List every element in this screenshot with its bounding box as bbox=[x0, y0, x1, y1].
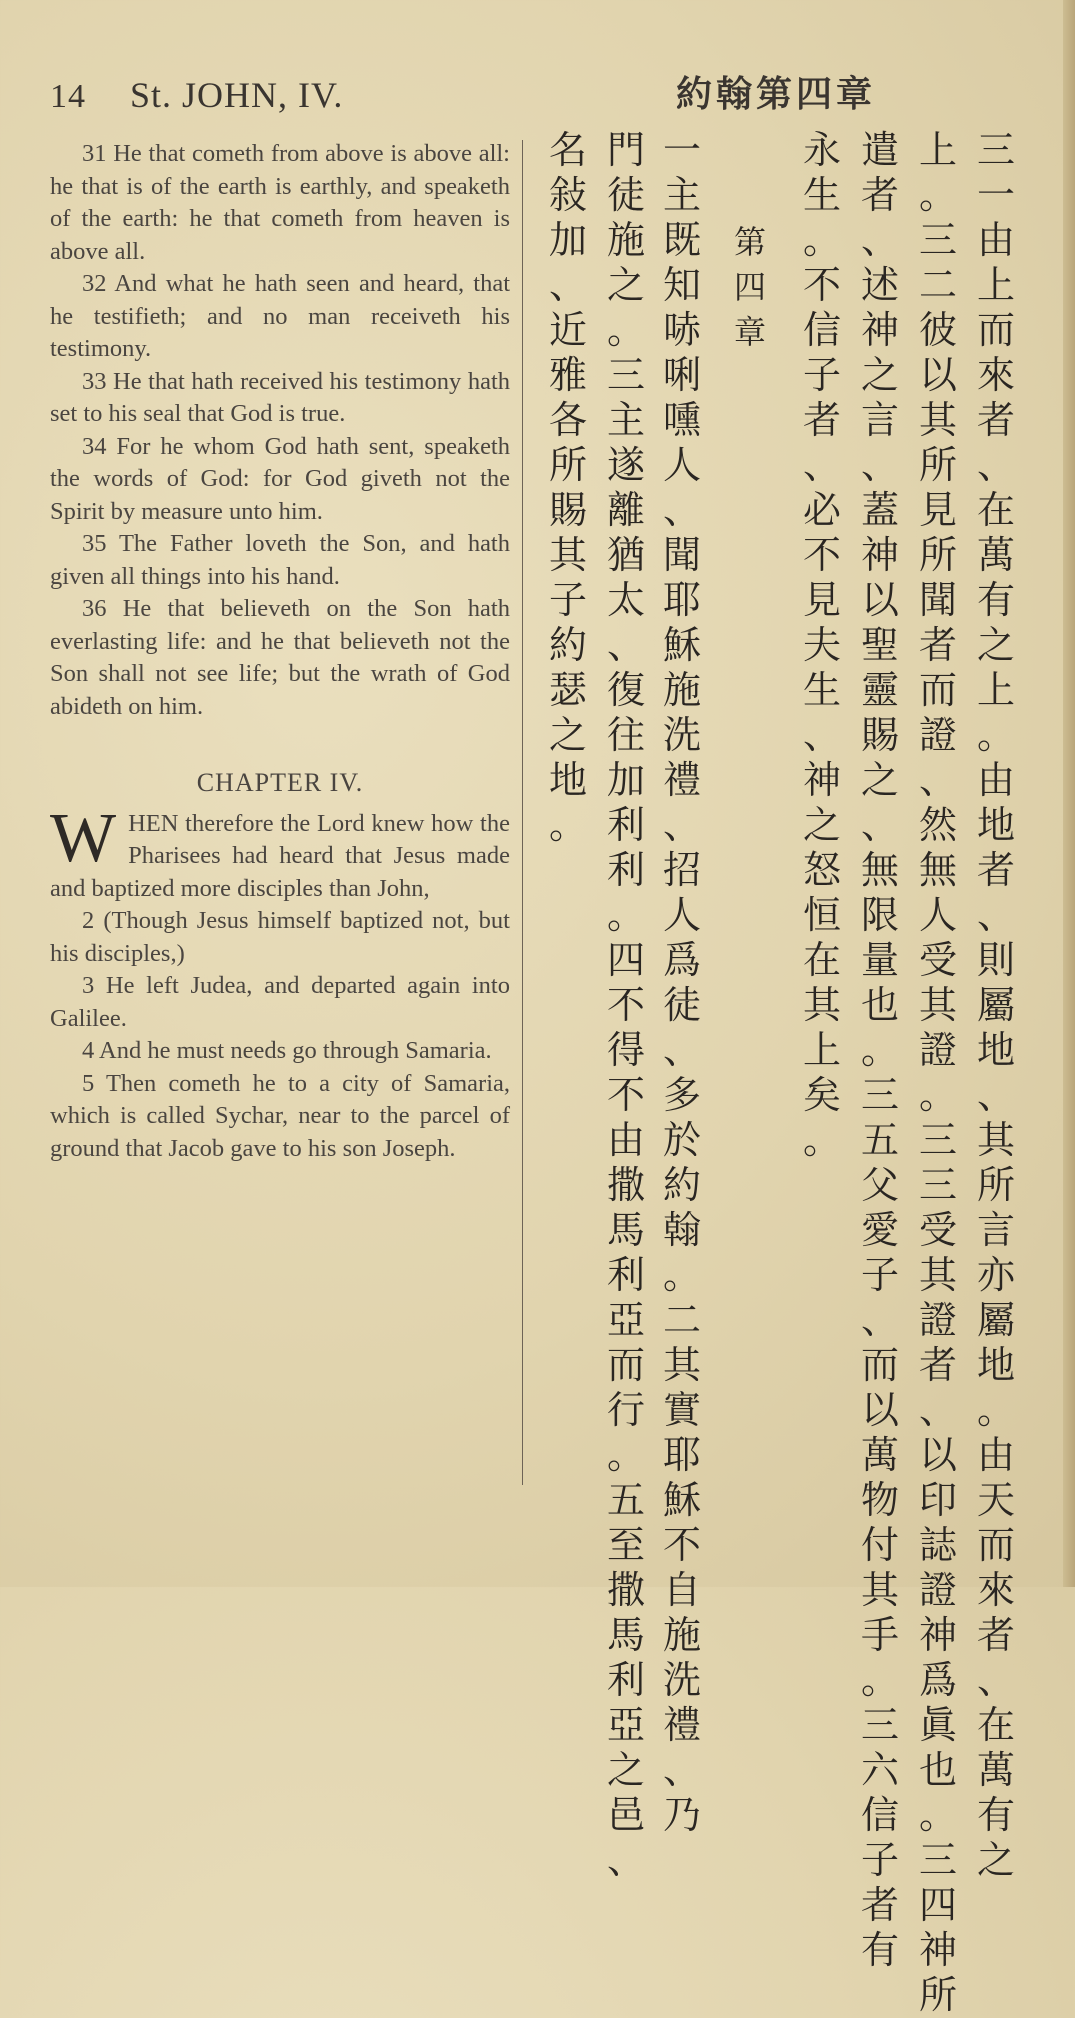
chinese-glyph: 瑟 bbox=[548, 668, 587, 712]
chapter-4-verse-5: 5 Then cometh he to a city of Samaria, which is called Sychar, near to the parcel of ground that Jacob gave to his son Joseph. bbox=[50, 1069, 510, 1162]
chinese-glyph: 。 bbox=[606, 893, 645, 937]
chinese-glyph: 各 bbox=[548, 398, 587, 442]
chinese-glyph: 穌 bbox=[662, 623, 701, 667]
chapter-title: CHAPTER IV. bbox=[196, 768, 364, 797]
chinese-glyph: 敍 bbox=[548, 173, 587, 217]
chinese-glyph: 洗 bbox=[662, 713, 701, 757]
chinese-glyph: 、 bbox=[606, 623, 645, 667]
chinese-glyph: 、 bbox=[548, 263, 587, 307]
chinese-glyph: 蓋 bbox=[860, 488, 899, 532]
chinese-glyph: 受 bbox=[918, 938, 957, 982]
chinese-glyph: 父 bbox=[860, 1163, 899, 1207]
chinese-glyph: 邑 bbox=[606, 1793, 645, 1837]
chinese-glyph: 三 bbox=[918, 1118, 957, 1162]
chinese-glyph: 馬 bbox=[606, 1208, 645, 1252]
chinese-glyph: 不 bbox=[662, 1523, 701, 1567]
chinese-glyph: 上 bbox=[918, 128, 957, 172]
chinese-glyph: 上 bbox=[976, 263, 1015, 307]
chinese-glyph: 、 bbox=[860, 1298, 899, 1342]
chinese-glyph: 夫 bbox=[802, 623, 841, 667]
chinese-glyph: 人 bbox=[918, 893, 957, 937]
chinese-glyph: 其 bbox=[802, 983, 841, 1027]
verse-33: 33 He that hath received his testimony hath set to his seal that God is true. bbox=[50, 367, 510, 427]
chinese-glyph: 。 bbox=[860, 1028, 899, 1072]
chinese-glyph: 三 bbox=[860, 1703, 899, 1747]
chinese-glyph: 見 bbox=[802, 578, 841, 622]
chinese-glyph: 物 bbox=[860, 1478, 899, 1522]
chinese-glyph: 其 bbox=[662, 1343, 701, 1387]
chinese-glyph: 主 bbox=[662, 173, 701, 217]
chinese-glyph: 。 bbox=[802, 218, 841, 262]
chinese-glyph: 得 bbox=[606, 1028, 645, 1072]
chinese-glyph: 證 bbox=[918, 1298, 957, 1342]
chinese-glyph: 門 bbox=[606, 128, 645, 172]
chinese-glyph: 而 bbox=[860, 1343, 899, 1387]
chinese-glyph: 靈 bbox=[860, 668, 899, 712]
chinese-glyph: 禮 bbox=[662, 1703, 701, 1747]
chinese-glyph: 主 bbox=[606, 398, 645, 442]
chinese-glyph: 亞 bbox=[606, 1298, 645, 1342]
chinese-glyph: 自 bbox=[662, 1568, 701, 1612]
chinese-glyph: 信 bbox=[802, 308, 841, 352]
chinese-glyph: 子 bbox=[548, 578, 587, 622]
chinese-glyph: 以 bbox=[918, 353, 957, 397]
chinese-glyph: 屬 bbox=[976, 1298, 1015, 1342]
verse-35: 35 The Father loveth the Son, and hath given all things into his hand. bbox=[50, 530, 510, 590]
chinese-glyph: 由 bbox=[976, 1433, 1015, 1477]
chinese-glyph: 施 bbox=[606, 218, 645, 262]
chinese-glyph: 之 bbox=[860, 353, 899, 397]
chinese-glyph: 亞 bbox=[606, 1703, 645, 1747]
chinese-glyph: 者 bbox=[976, 1613, 1015, 1657]
chinese-glyph: 加 bbox=[548, 218, 587, 262]
chinese-glyph: 則 bbox=[976, 938, 1015, 982]
chinese-glyph: 限 bbox=[860, 893, 899, 937]
chinese-glyph: 離 bbox=[606, 488, 645, 532]
chinese-glyph: 。 bbox=[606, 1433, 645, 1477]
chinese-glyph: 馬 bbox=[606, 1613, 645, 1657]
chapter-4-verse-1 bbox=[50, 799, 510, 906]
chinese-glyph: 不 bbox=[802, 263, 841, 307]
chinese-glyph: 者 bbox=[976, 848, 1015, 892]
chinese-glyph: 。 bbox=[548, 803, 587, 847]
chinese-glyph: 其 bbox=[548, 533, 587, 577]
chinese-glyph: 耶 bbox=[662, 578, 701, 622]
chinese-glyph: 手 bbox=[860, 1613, 899, 1657]
chinese-glyph: 遣 bbox=[860, 128, 899, 172]
page-edge bbox=[1063, 0, 1075, 1587]
chinese-glyph: 由 bbox=[606, 1118, 645, 1162]
chinese-glyph: 其 bbox=[918, 983, 957, 1027]
chinese-glyph: 利 bbox=[606, 1658, 645, 1702]
chinese-glyph: 也 bbox=[860, 983, 899, 1027]
chinese-glyph: 四 bbox=[918, 1883, 957, 1927]
chinese-glyph: 、 bbox=[662, 488, 701, 532]
chinese-glyph: 不 bbox=[606, 983, 645, 1027]
chinese-glyph: 而 bbox=[976, 1523, 1015, 1567]
chinese-glyph: 眞 bbox=[918, 1703, 957, 1747]
chinese-glyph: 一 bbox=[662, 128, 701, 172]
chinese-glyph: 名 bbox=[548, 128, 587, 172]
chinese-glyph: 來 bbox=[976, 353, 1015, 397]
chinese-glyph: 。 bbox=[918, 1793, 957, 1837]
chinese-glyph: 其 bbox=[918, 398, 957, 442]
chinese-glyph: 而 bbox=[606, 1343, 645, 1387]
chinese-glyph: 撒 bbox=[606, 1163, 645, 1207]
chinese-glyph: 之 bbox=[606, 1748, 645, 1792]
chinese-glyph: 萬 bbox=[976, 533, 1015, 577]
chinese-glyph: 矣 bbox=[802, 1073, 841, 1117]
chinese-glyph: 三 bbox=[918, 218, 957, 262]
verse-1-text: HEN therefore the Lord knew how the Pharisees had heard that Jesus made and baptized more disciples than John, bbox=[50, 809, 510, 902]
chinese-glyph: 神 bbox=[918, 1928, 957, 1972]
chinese-glyph: 哧 bbox=[662, 308, 701, 352]
chinese-glyph: 之 bbox=[802, 803, 841, 847]
chinese-glyph: 彼 bbox=[918, 308, 957, 352]
chinese-glyph: 、 bbox=[976, 1658, 1015, 1702]
chinese-glyph: 洗 bbox=[662, 1658, 701, 1702]
chinese-glyph: 招 bbox=[662, 848, 701, 892]
chinese-glyph: 三 bbox=[918, 1838, 957, 1882]
chinese-column bbox=[528, 128, 1028, 2017]
chinese-glyph: 上 bbox=[976, 668, 1015, 712]
chinese-glyph: 於 bbox=[662, 1118, 701, 1162]
chinese-glyph: 聞 bbox=[918, 578, 957, 622]
chinese-glyph: 往 bbox=[606, 713, 645, 757]
chinese-glyph: 徒 bbox=[662, 983, 701, 1027]
chinese-glyph: 猶 bbox=[606, 533, 645, 577]
chinese-glyph: 神 bbox=[918, 1613, 957, 1657]
chinese-chapter-heading bbox=[722, 220, 778, 1590]
chinese-glyph: 。 bbox=[860, 1658, 899, 1702]
chinese-glyph: 太 bbox=[606, 578, 645, 622]
chinese-glyph: 者 bbox=[802, 398, 841, 442]
chinese-glyph: 章 bbox=[733, 313, 766, 351]
chinese-glyph: 賜 bbox=[548, 488, 587, 532]
chinese-glyph: 來 bbox=[976, 1568, 1015, 1612]
chinese-vertical-line bbox=[598, 128, 654, 1882]
chinese-vertical-line bbox=[852, 128, 908, 1972]
chinese-glyph: 子 bbox=[860, 1253, 899, 1297]
chinese-glyph: 翰 bbox=[662, 1208, 701, 1252]
chinese-glyph: 、 bbox=[802, 713, 841, 757]
chinese-glyph: 、 bbox=[662, 1028, 701, 1072]
chinese-glyph: 神 bbox=[860, 533, 899, 577]
chinese-glyph: 知 bbox=[662, 263, 701, 307]
chinese-glyph: 爲 bbox=[662, 938, 701, 982]
chinese-glyph: 實 bbox=[662, 1388, 701, 1432]
chinese-glyph: 聞 bbox=[662, 533, 701, 577]
chinese-glyph: 無 bbox=[918, 848, 957, 892]
chinese-glyph: 在 bbox=[802, 938, 841, 982]
chinese-glyph: 之 bbox=[860, 758, 899, 802]
english-column bbox=[50, 138, 510, 1165]
chinese-glyph: 地 bbox=[976, 1343, 1015, 1387]
chinese-glyph: 子 bbox=[860, 1838, 899, 1882]
chinese-glyph: 之 bbox=[606, 263, 645, 307]
chinese-glyph: 在 bbox=[976, 488, 1015, 532]
chinese-glyph: 證 bbox=[918, 1028, 957, 1072]
chinese-glyph: 受 bbox=[918, 1208, 957, 1252]
chinese-vertical-line bbox=[794, 128, 850, 1498]
chinese-glyph: 付 bbox=[860, 1523, 899, 1567]
chinese-vertical-line bbox=[910, 128, 966, 2017]
chinese-glyph: 施 bbox=[662, 1613, 701, 1657]
chinese-glyph: 。 bbox=[918, 173, 957, 217]
chinese-glyph: 地 bbox=[976, 803, 1015, 847]
chinese-glyph: 行 bbox=[606, 1388, 645, 1432]
chinese-glyph: 禮 bbox=[662, 758, 701, 802]
chinese-glyph: 無 bbox=[860, 848, 899, 892]
chinese-glyph: 、 bbox=[662, 1748, 701, 1792]
chinese-glyph: 有 bbox=[976, 1793, 1015, 1837]
chinese-glyph: 、 bbox=[860, 803, 899, 847]
chinese-glyph: 三 bbox=[918, 1163, 957, 1207]
chinese-glyph: 約 bbox=[548, 623, 587, 667]
chinese-glyph: 者 bbox=[860, 173, 899, 217]
chinese-glyph: 三 bbox=[860, 1073, 899, 1117]
chinese-glyph: 所 bbox=[918, 1973, 957, 2017]
chinese-glyph: 量 bbox=[860, 938, 899, 982]
chinese-glyph: 加 bbox=[606, 758, 645, 802]
chinese-glyph: 地 bbox=[548, 758, 587, 802]
chinese-glyph: 、 bbox=[918, 758, 957, 802]
chinese-glyph: 之 bbox=[976, 1838, 1015, 1882]
chinese-glyph: 所 bbox=[918, 443, 957, 487]
chinese-glyph: 、 bbox=[918, 1388, 957, 1432]
chinese-glyph: 以 bbox=[860, 578, 899, 622]
chinese-glyph: 者 bbox=[918, 623, 957, 667]
running-title: St. JOHN, IV. bbox=[130, 75, 344, 115]
chinese-vertical-line bbox=[654, 128, 710, 1837]
chinese-glyph: 亦 bbox=[976, 1253, 1015, 1297]
chinese-glyph: 既 bbox=[662, 218, 701, 262]
chinese-glyph: 、 bbox=[802, 443, 841, 487]
chinese-glyph: 屬 bbox=[976, 983, 1015, 1027]
chinese-glyph: 者 bbox=[860, 1883, 899, 1927]
chinese-glyph: 不 bbox=[802, 533, 841, 577]
chinese-glyph: 在 bbox=[976, 1703, 1015, 1747]
chinese-glyph: 其 bbox=[976, 1118, 1015, 1162]
chinese-glyph: 以 bbox=[860, 1388, 899, 1432]
chinese-glyph: 證 bbox=[918, 713, 957, 757]
chinese-glyph: 言 bbox=[860, 398, 899, 442]
chinese-glyph: 印 bbox=[918, 1478, 957, 1522]
chinese-glyph: 萬 bbox=[976, 1748, 1015, 1792]
chinese-glyph: 至 bbox=[606, 1523, 645, 1567]
chinese-glyph: 神 bbox=[802, 758, 841, 802]
chinese-glyph: 也 bbox=[918, 1748, 957, 1792]
chinese-glyph: 所 bbox=[918, 533, 957, 577]
chinese-glyph: 穌 bbox=[662, 1478, 701, 1522]
chinese-glyph: 。 bbox=[606, 308, 645, 352]
chinese-glyph: 由 bbox=[976, 758, 1015, 802]
chinese-glyph: 其 bbox=[860, 1568, 899, 1612]
chapter-4-verse-2: 2 (Though Jesus himself baptized not, but his disciples,) bbox=[50, 907, 510, 967]
chinese-glyph: 復 bbox=[606, 668, 645, 712]
chinese-glyph: 證 bbox=[918, 1568, 957, 1612]
chinese-glyph: 五 bbox=[860, 1118, 899, 1162]
chinese-glyph: 二 bbox=[918, 263, 957, 307]
chinese-glyph: 地 bbox=[976, 1028, 1015, 1072]
chinese-glyph: 見 bbox=[918, 488, 957, 532]
chinese-glyph: 以 bbox=[918, 1433, 957, 1477]
chinese-glyph: 有 bbox=[976, 578, 1015, 622]
chinese-glyph: 愛 bbox=[860, 1208, 899, 1252]
chinese-glyph: 近 bbox=[548, 308, 587, 352]
chinese-glyph: 乃 bbox=[662, 1793, 701, 1837]
chinese-glyph: 。 bbox=[976, 713, 1015, 757]
chinese-glyph: 五 bbox=[606, 1478, 645, 1522]
page-number: 14 bbox=[50, 78, 86, 115]
chinese-glyph: 天 bbox=[976, 1478, 1015, 1522]
chinese-glyph: 之 bbox=[976, 623, 1015, 667]
chinese-glyph: 者 bbox=[976, 398, 1015, 442]
chinese-glyph: 六 bbox=[860, 1748, 899, 1792]
chinese-glyph: 其 bbox=[918, 1253, 957, 1297]
chinese-glyph: 。 bbox=[802, 1118, 841, 1162]
chinese-glyph: 利 bbox=[606, 848, 645, 892]
chinese-glyph: 而 bbox=[976, 308, 1015, 352]
chinese-glyph: 之 bbox=[548, 713, 587, 757]
chinese-glyph: 人 bbox=[662, 893, 701, 937]
chinese-glyph: 撒 bbox=[606, 1568, 645, 1612]
chinese-glyph: 有 bbox=[860, 1928, 899, 1972]
chinese-glyph: 爲 bbox=[918, 1658, 957, 1702]
chinese-glyph: 。 bbox=[662, 1253, 701, 1297]
chinese-glyph: 怒 bbox=[802, 848, 841, 892]
chinese-vertical-line bbox=[540, 128, 596, 1498]
chinese-glyph: 、 bbox=[976, 893, 1015, 937]
verse-36: 36 He that believeth on the Son hath everlasting life: and he that believeth not the Son shall not see life; but the wrath of God abideth on him. bbox=[50, 595, 510, 720]
chinese-glyph: 、 bbox=[662, 803, 701, 847]
chinese-glyph: 誌 bbox=[918, 1523, 957, 1567]
chinese-glyph: 然 bbox=[918, 803, 957, 847]
drop-cap: W bbox=[50, 799, 117, 877]
chapter-4-verse-3: 3 He left Judea, and departed again into Galilee. bbox=[50, 972, 510, 1032]
chinese-vertical-line bbox=[968, 128, 1024, 1882]
chinese-glyph: 賜 bbox=[860, 713, 899, 757]
chinese-glyph: 三 bbox=[976, 128, 1015, 172]
chinese-glyph: 四 bbox=[733, 268, 766, 306]
chinese-glyph: 、 bbox=[860, 218, 899, 262]
chinese-glyph: 永 bbox=[802, 128, 841, 172]
chinese-glyph: 約 bbox=[662, 1163, 701, 1207]
chinese-glyph: 人 bbox=[662, 443, 701, 487]
chinese-glyph: 不 bbox=[606, 1073, 645, 1117]
chinese-glyph: 神 bbox=[860, 308, 899, 352]
running-header bbox=[50, 74, 343, 120]
verse-31: 31 He that cometh from above is above all: he that is of the earth is earthly, and speaketh of the earth: he that cometh from heaven is above all. bbox=[50, 140, 510, 265]
chinese-glyph: 述 bbox=[860, 263, 899, 307]
chinese-glyph: 者 bbox=[918, 1343, 957, 1387]
chinese-glyph: 耶 bbox=[662, 1433, 701, 1477]
chinese-glyph: 一 bbox=[976, 173, 1015, 217]
chinese-glyph: 嚑 bbox=[662, 398, 701, 442]
chinese-glyph: 由 bbox=[976, 218, 1015, 262]
chinese-glyph: 、 bbox=[976, 443, 1015, 487]
chinese-glyph: 利 bbox=[606, 803, 645, 847]
chinese-glyph: 聖 bbox=[860, 623, 899, 667]
chinese-glyph: 而 bbox=[918, 668, 957, 712]
chapter-4-verse-4: 4 And he must needs go through Samaria. bbox=[82, 1037, 492, 1064]
chinese-glyph: 多 bbox=[662, 1073, 701, 1117]
chinese-glyph: 四 bbox=[606, 938, 645, 982]
chinese-glyph: 子 bbox=[802, 353, 841, 397]
column-divider bbox=[522, 140, 523, 1485]
chinese-glyph: 必 bbox=[802, 488, 841, 532]
chinese-glyph: 恒 bbox=[802, 893, 841, 937]
chinese-glyph: 第 bbox=[733, 223, 766, 261]
chinese-glyph: 上 bbox=[802, 1028, 841, 1072]
chinese-glyph: 遂 bbox=[606, 443, 645, 487]
chinese-glyph: 、 bbox=[860, 443, 899, 487]
chinese-running-title: 約翰第四章 bbox=[676, 74, 877, 115]
chinese-glyph: 。 bbox=[976, 1388, 1015, 1432]
chinese-glyph: 生 bbox=[802, 173, 841, 217]
chinese-glyph: 、 bbox=[606, 1838, 645, 1882]
chinese-glyph: 。 bbox=[918, 1073, 957, 1117]
verse-34: 34 For he whom God hath sent, speaketh the words of God: for God giveth not the Spirit by measure unto him. bbox=[50, 432, 510, 525]
chinese-glyph: 所 bbox=[976, 1163, 1015, 1207]
chinese-glyph: 徒 bbox=[606, 173, 645, 217]
chinese-glyph: 、 bbox=[976, 1073, 1015, 1117]
chinese-glyph: 言 bbox=[976, 1208, 1015, 1252]
chinese-glyph: 二 bbox=[662, 1298, 701, 1342]
chinese-glyph: 生 bbox=[802, 668, 841, 712]
chinese-glyph: 所 bbox=[548, 443, 587, 487]
chinese-glyph: 萬 bbox=[860, 1433, 899, 1477]
chinese-glyph: 雅 bbox=[548, 353, 587, 397]
chinese-glyph: 三 bbox=[606, 353, 645, 397]
chinese-glyph: 施 bbox=[662, 668, 701, 712]
chinese-glyph: 利 bbox=[606, 1253, 645, 1297]
chinese-glyph: 信 bbox=[860, 1793, 899, 1837]
verse-32: 32 And what he hath seen and heard, that he testifieth; and no man receiveth his testimony. bbox=[50, 270, 510, 362]
chinese-glyph: 唎 bbox=[662, 353, 701, 397]
